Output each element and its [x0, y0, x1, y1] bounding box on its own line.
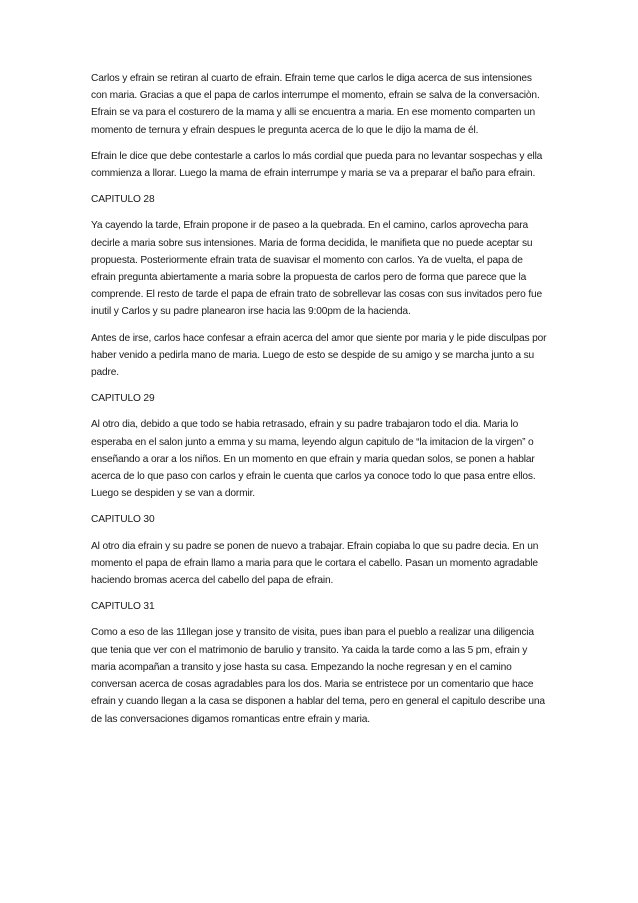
document-body	[91, 70, 547, 737]
paragraph: Antes de irse, carlos hace confesar a efrain acerca del amor que siente por maria y le pide disculpas por haber venido a pedirla mano de maria. Luego de esto se despide de su amigo y se marcha junto a su padre.	[91, 332, 547, 379]
paragraph: Carlos y efrain se retiran al cuarto de efrain. Efrain teme que carlos le diga acerca de sus intensiones con maria. Gracias a que el papa de carlos interrumpe el momento, efrain se salva de la conversaciòn. Efrain se va para el costurero de la mama y alli se encuentra a maria. En ese momento comparten un momento de ternura y efrain despues le pregunta acerca de lo que le dijo la mama de él.	[91, 73, 540, 136]
paragraph: Ya cayendo la tarde, Efrain propone ir de paseo a la quebrada. En el camino, carlos aprovecha para decirle a maria sobre sus intensiones. Maria de forma decidida, le manifieta que no puede aceptar su propuesta. Posteriormente efrain trata de suavisar el momento con carlos. Ya de vuelta, el papa de efrain pregunta abiertamente a maria sobre la propuesta de carlos pero de forma que parece que la comprende. El resto de tarde el papa de efrain trato de sobrellevar las cosas con sus invitados pero fue inutil y Carlos y su padre planearon irse hacia las 9:00pm de la hacienda.	[91, 220, 543, 318]
paragraph: Como a eso de las 11llegan jose y transito de visita, pues iban para el pueblo a realizar una diligencia que tenia que ver con el matrimonio de barulio y transito. Ya caida la tarde como a las 5 pm, efrain y maria acompañan a transito y jose hasta su casa. Empezando la noche regresan y en el camino conversan acerca de cosas agradables para los dos. Maria se entristece por un comentario que hace efrain y cuando llegan a la casa se disponen a hablar del tema, pero en general el capitulo describe una de las conversaciones digamos romanticas entre efrain y maria.	[91, 627, 545, 725]
chapter-heading: CAPITULO 30	[91, 514, 155, 526]
paragraph: Al otro dia, debido a que todo se habia retrasado, efrain y su padre trabajaron todo el dia. Maria lo esperaba en el salon junto a emma y su mama, leyendo algun capitulo de “la imitacion de la virgen” o enseñando a orar a los niños. En un momento en que efrain y maria quedan solos, se ponen a hablar acerca de lo que paso con carlos y efrain le cuenta que carlos ya conoce todo lo que pasa entre ellos. Luego se despiden y se van a dormir.	[91, 419, 536, 500]
chapter-heading: CAPITULO 29	[91, 393, 155, 405]
chapter-heading: CAPITULO 31	[91, 601, 155, 613]
chapter-heading: CAPITULO 28	[91, 194, 155, 206]
paragraph: Al otro dia efrain y su padre se ponen de nuevo a trabajar. Efrain copiaba lo que su padre decia. En un momento el papa de efrain llamo a maria para que le cortara el cabello. Pasan un momento agradable haciendo bromas acerca del cabello del papa de efrain.	[91, 540, 539, 587]
paragraph: Efrain le dice que debe contestarle a carlos lo más cordial que pueda para no levantar sospechas y ella commienza a llorar. Luego la mama de efrain interrumpe y maria se va a preparar el baño para efrain.	[91, 150, 543, 180]
